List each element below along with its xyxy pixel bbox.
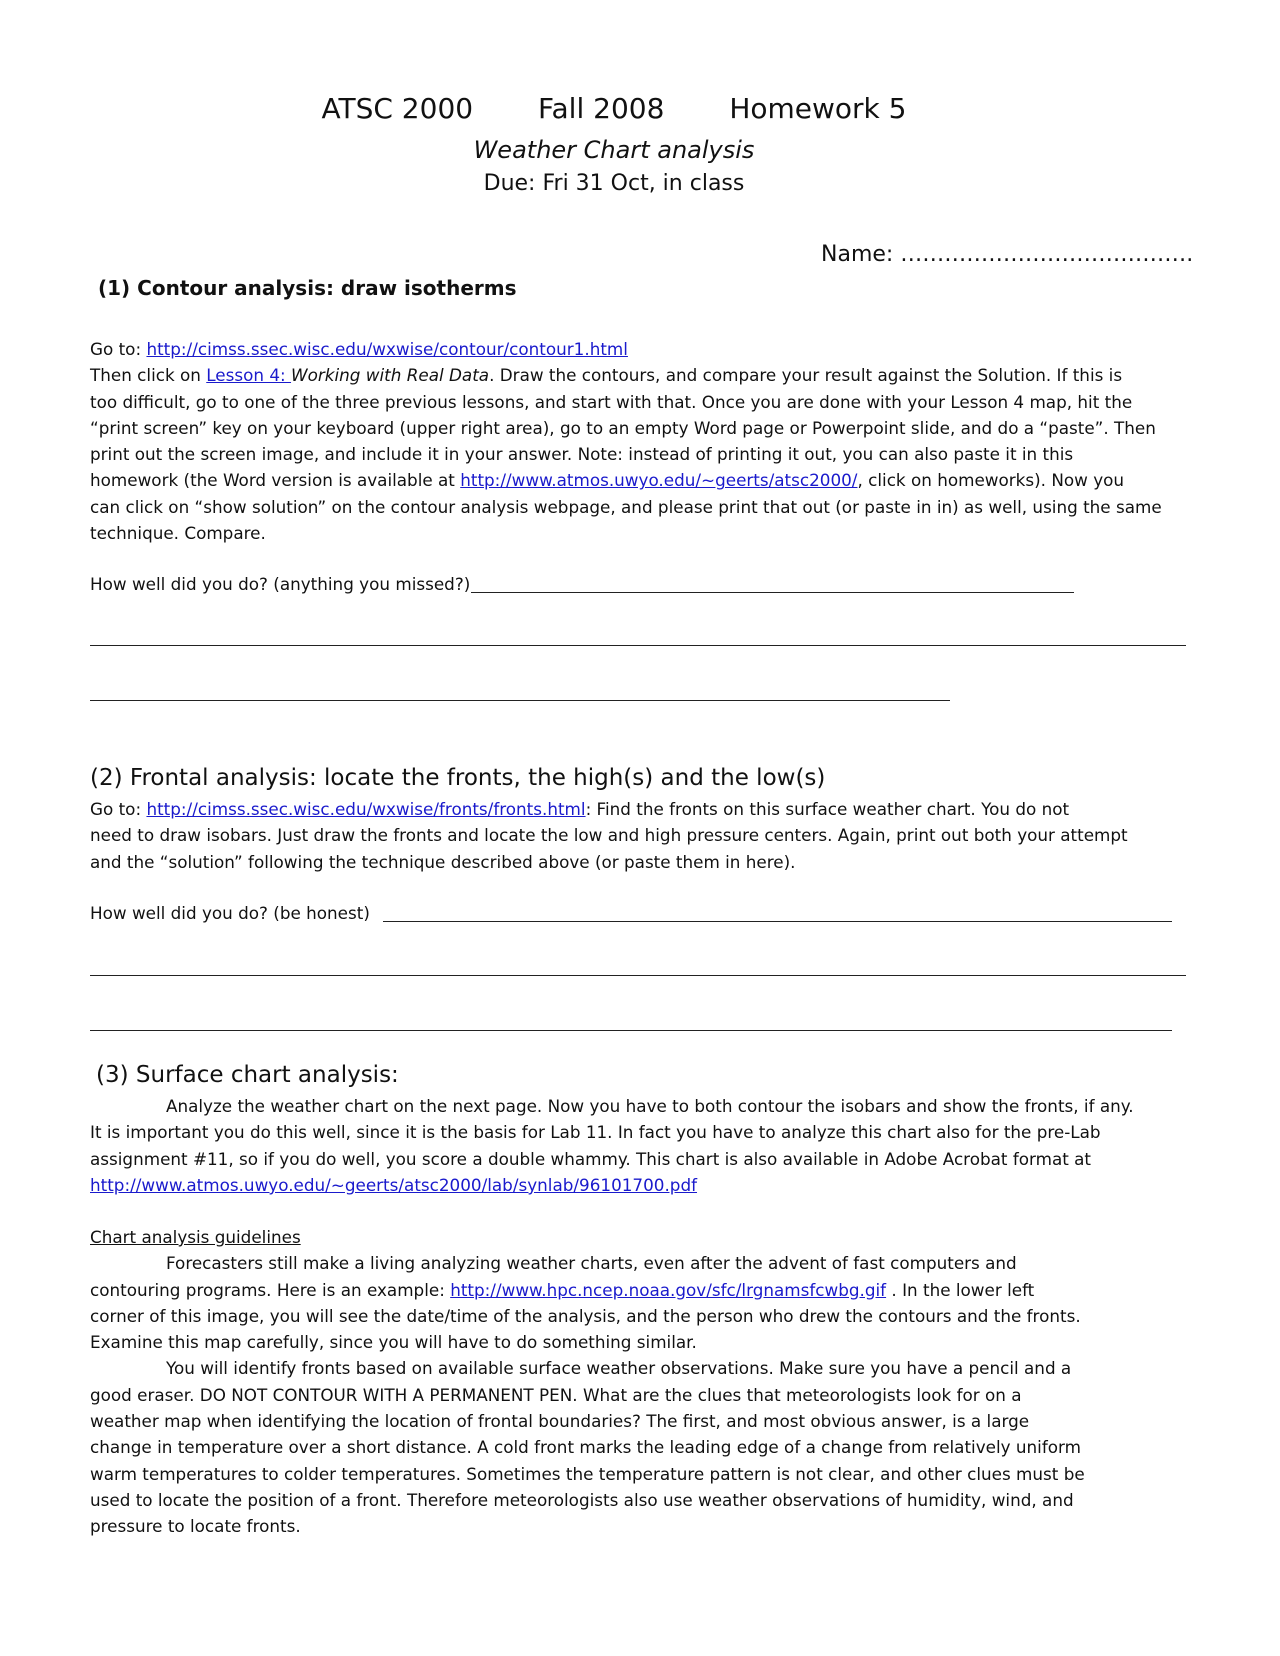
answer-line[interactable] xyxy=(90,700,950,701)
section2-heading: (2) Frontal analysis: locate the fronts, the high(s) and the low(s) xyxy=(90,765,826,791)
section3-p3-line-7: pressure to locate fronts. xyxy=(90,1516,301,1537)
document-subtitle: Weather Chart analysis xyxy=(473,136,755,164)
answer-line[interactable] xyxy=(90,645,1186,646)
contour-url-link[interactable]: http://cimss.ssec.wisc.edu/wxwise/contour/contour1.html xyxy=(146,339,628,359)
answer-line[interactable] xyxy=(471,592,1074,593)
section3-p2-line-3: corner of this image, you will see the date/time of the analysis, and the person who drew the contours and the fronts. xyxy=(90,1305,1081,1326)
section2-question: How well did you do? (be honest) xyxy=(90,903,370,923)
section3-p2-line-1: Forecasters still make a living analyzing weather charts, even after the advent of fast computers and xyxy=(166,1253,1017,1274)
guidelines-heading: Chart analysis guidelines xyxy=(90,1227,301,1247)
section3-p3-line-1: You will identify fronts based on available surface weather observations. Make sure you have a pencil and a xyxy=(166,1358,1072,1379)
section3-p1-line-3: assignment #11, so if you do well, you score a double whammy. This chart is also available in Adobe Acrobat format at xyxy=(90,1148,1092,1169)
section3-p3-line-6: used to locate the position of a front. Therefore meteorologists also use weather observations of humidity, wind, and xyxy=(90,1489,1074,1510)
section2-body xyxy=(90,796,1190,875)
section3-paragraph-1 xyxy=(90,1093,1190,1198)
name-field-label: Name: …………………………………. xyxy=(821,242,1194,267)
lesson4-link[interactable]: Lesson 4: xyxy=(206,365,292,386)
course-code: ATSC 2000 xyxy=(321,92,474,125)
section3-p2-line-4: Examine this map carefully, since you will have to do something similar. xyxy=(90,1332,697,1353)
section1-line-8: technique. Compare. xyxy=(90,523,266,544)
section3-p2-line-2: contouring programs. Here is an example: http://www.hpc.ncep.noaa.gov/sfc/lrgnamsfcwbg.gif . In the lower left xyxy=(90,1279,1035,1300)
section1-question: How well did you do? (anything you missed?) xyxy=(90,574,471,594)
section1-line-7: can click on “show solution” on the contour analysis webpage, and please print that out (or paste in in) as well, using the same xyxy=(90,496,1162,517)
hpc-url-link[interactable]: http://www.hpc.ncep.noaa.gov/sfc/lrgnamsfcwbg.gif xyxy=(450,1279,887,1300)
section3-p3-line-5: warm temperatures to colder temperatures. Sometimes the temperature pattern is not clear, and other clues must be xyxy=(90,1463,1085,1484)
section3-p1-line-1: Analyze the weather chart on the next page. Now you have to both contour the isobars and show the fronts, if any. xyxy=(166,1096,1134,1116)
section3-p3-line-3: weather map when identifying the location of frontal boundaries? The first, and most obvious answer, is a large xyxy=(90,1411,1030,1432)
section3-heading: (3) Surface chart analysis: xyxy=(96,1062,399,1088)
atsc2000-url-link[interactable]: http://www.atmos.uwyo.edu/~geerts/atsc2000/ xyxy=(460,470,858,491)
section3-guidelines xyxy=(90,1224,1190,1540)
due-date: Due: Fri 31 Oct, in class xyxy=(483,171,745,196)
section1-heading: (1) Contour analysis: draw isotherms xyxy=(98,276,517,300)
pdf-url-link[interactable]: http://www.atmos.uwyo.edu/~geerts/atsc2000/lab/synlab/96101700.pdf xyxy=(90,1174,698,1195)
section2-line-3: and the “solution” following the technique described above (or paste them in here). xyxy=(90,851,796,872)
answer-line[interactable] xyxy=(90,1030,1172,1031)
assignment-number: Homework 5 xyxy=(729,92,907,125)
section2-line-1: Go to: http://cimss.ssec.wisc.edu/wxwise/fronts/fronts.html: Find the fronts on this surface weather chart. You do not xyxy=(90,799,1070,819)
section1-line-goto: Go to: http://cimss.ssec.wisc.edu/wxwise/contour/contour1.html xyxy=(90,339,628,359)
section1-line-6: homework (the Word version is available at http://www.atmos.uwyo.edu/~geerts/atsc2000/, click on homeworks). Now you xyxy=(90,470,1125,491)
answer-line[interactable] xyxy=(90,975,1186,976)
section3-p3-line-4: change in temperature over a short distance. A cold front marks the leading edge of a change from relatively uniform xyxy=(90,1437,1081,1458)
fronts-url-link[interactable]: http://cimss.ssec.wisc.edu/wxwise/fronts/fronts.html xyxy=(146,799,586,819)
section3-p1-line-4 xyxy=(90,1172,1190,1198)
lesson-title: Working with Real Data xyxy=(291,365,490,386)
term: Fall 2008 xyxy=(537,92,665,125)
document-title xyxy=(0,92,1228,125)
section1-body xyxy=(90,336,1190,546)
answer-line[interactable] xyxy=(383,921,1172,922)
section3-p1-line-2: It is important you do this well, since it is the basis for Lab 11. In fact you have to analyze this chart also for the pre-Lab xyxy=(90,1122,1101,1143)
section3-p3-line-2: good eraser. DO NOT CONTOUR WITH A PERMANENT PEN. What are the clues that meteorologists look for on a xyxy=(90,1384,1022,1405)
section1-line-2: Then click on Lesson 4: Working with Real Data. Draw the contours, and compare your result against the Solution. If this is xyxy=(90,365,1123,386)
section2-line-2: need to draw isobars. Just draw the fronts and locate the low and high pressure centers. Again, print out both your attempt xyxy=(90,825,1128,846)
section1-line-5: print out the screen image, and include it in your answer. Note: instead of printing it out, you can also paste it in this xyxy=(90,444,1074,465)
section1-line-3: too difficult, go to one of the three previous lessons, and start with that. Once you are done with your Lesson 4 map, hit the xyxy=(90,391,1133,412)
section1-line-4: “print screen” key on your keyboard (upper right area), go to an empty Word page or Powerpoint slide, and do a “paste”. Then xyxy=(90,417,1156,438)
